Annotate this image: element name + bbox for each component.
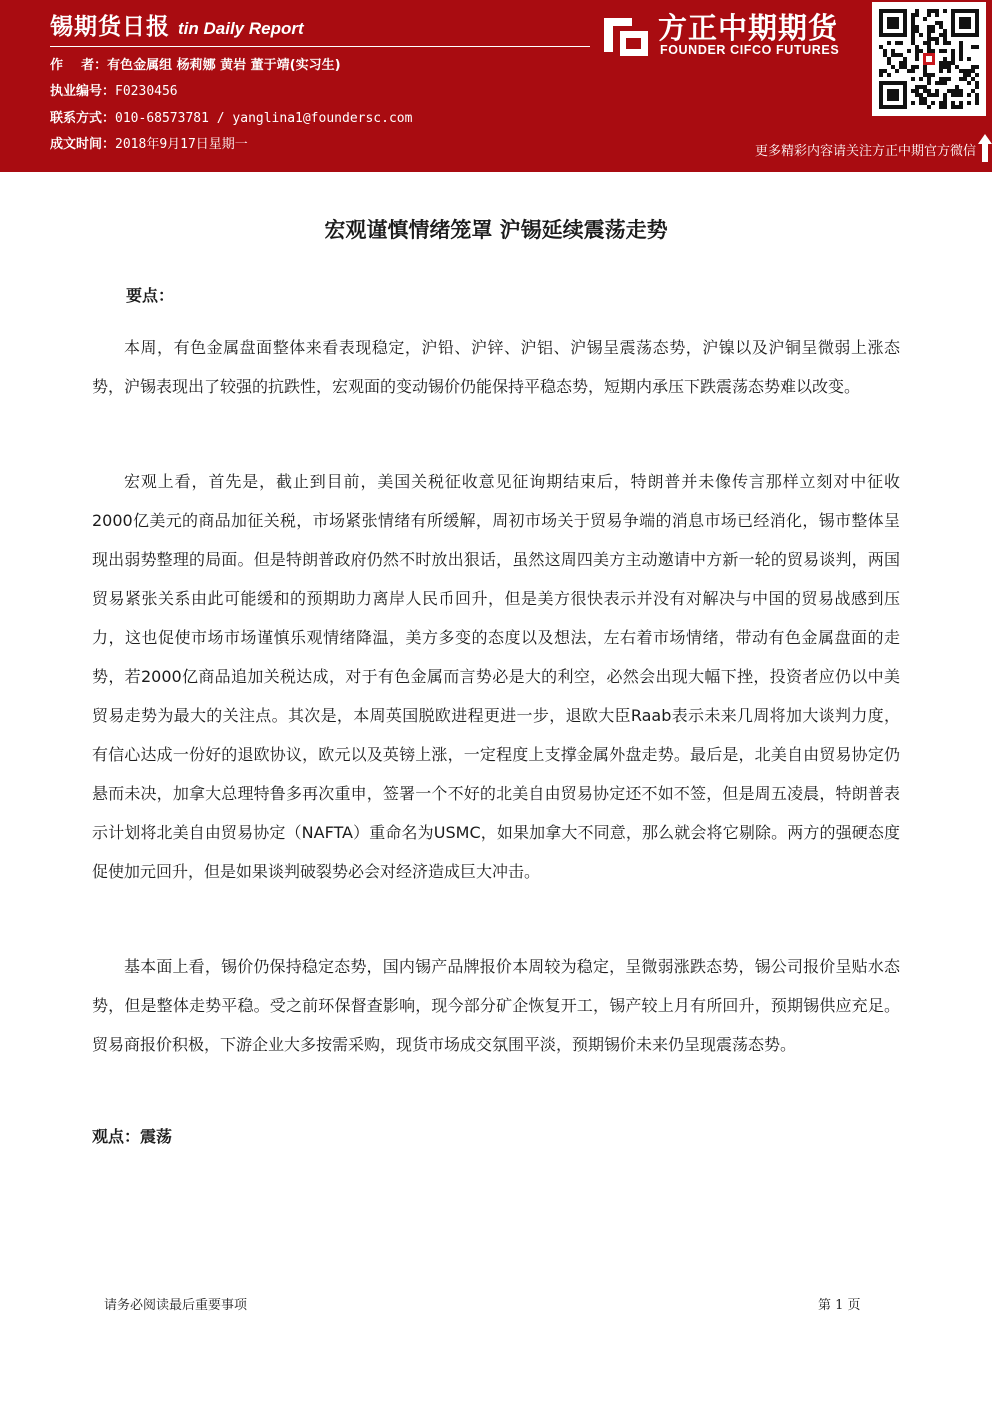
- report-header: [0, 0, 992, 172]
- viewpoint: 观点：震荡: [92, 1127, 173, 1146]
- up-arrow-icon: [978, 134, 992, 162]
- contact-value: 010-68573781 / yanglina1@foundersc.com: [115, 111, 413, 126]
- company-logo: [604, 2, 866, 66]
- article-title: 宏观谨慎情绪笼罩 沪锡延续震荡走势: [324, 218, 668, 242]
- contact-line: [50, 107, 412, 126]
- contact-label: 联系方式：: [50, 111, 116, 126]
- authors-line: [50, 54, 341, 73]
- license-label: 执业编号：: [50, 84, 116, 99]
- date-label: 成文时间：: [50, 137, 116, 152]
- key-points-heading: 要点：: [126, 286, 175, 305]
- wechat-qr-code: [872, 2, 986, 116]
- report-title-cn: 锡期货日报: [50, 14, 170, 40]
- wechat-follow-tip: 更多精彩内容请关注方正中期官方微信: [754, 144, 976, 159]
- date-line: [50, 133, 248, 152]
- paragraph-fundamentals: 基本面上看，锡价仍保持稳定态势，国内锡产品牌报价本周较为稳定，呈微弱涨跌态势，锡公司报价呈贴水态势，但是整体走势平稳。受之前环保督查影响，现今部分矿企恢复开工，锡产较上月有所回升，预期锡供应充足。贸易商报价积极，下游企业大多按需采购，现货市场成交氛围平淡，预期锡价未来仍呈现震荡态势。: [92, 957, 900, 1054]
- footer-notice: 请务必阅读最后重要事项: [104, 1298, 248, 1313]
- license-value: F0230456: [115, 84, 178, 99]
- date-value: 2018年9月17日星期一: [115, 137, 248, 152]
- founder-logo-icon: [604, 14, 648, 56]
- header-divider: [50, 46, 590, 47]
- brand-name-en: FOUNDER CIFCO FUTURES: [660, 43, 840, 57]
- license-line: [50, 80, 178, 99]
- authors-value: 有色金属组 杨莉娜 黄岩 董于靖(实习生): [107, 58, 341, 73]
- page-number: 第 1 页: [818, 1298, 861, 1313]
- authors-label: 作 者：: [50, 58, 108, 73]
- report-title-en: tin Daily Report: [178, 19, 304, 38]
- paragraph-macro: 宏观上看，首先是，截止到目前，美国关税征收意见征询期结束后，特朗普并未像传言那样立刻对中征收2000亿美元的商品加征关税，市场紧张情绪有所缓解，周初市场关于贸易争端的消息市场已经消化，锡市整体呈现出弱势整理的局面。但是特朗普政府仍然不时放出狠话，虽然这周四美方主动邀请中方新一轮的贸易谈判，两国贸易紧张关系由此可能缓和的预期助力离岸人民币回升，但是美方很快表示并没有对解决与中国的贸易战感到压力，这也促使市场市场谨慎乐观情绪降温，美方多变的态度以及想法，左右着市场情绪，带动有色金属盘面的走势，若2000亿商品追加关税达成，对于有色金属而言势必是大的利空，必然会出现大幅下挫，投资者应仍以中美贸易走势为最大的关注点。其次是，本周英国脱欧进程更进一步，退欧大臣Raab表示未来几周将加大谈判力度，有信心达成一份好的退欧协议，欧元以及英镑上涨，一定程度上支撑金属外盘走势。最后是，北美自由贸易协定仍悬而未决，加拿大总理特鲁多再次重申，签署一个不好的北美自由贸易协定还不如不签，但是周五凌晨，特朗普表示计划将北美自由贸易协定（NAFTA）重命名为USMC，如果加拿大不同意，那么就会将它剔除。两方的强硬态度促使加元回升，但是如果谈判破裂势必会对经济造成巨大冲击。: [92, 472, 900, 881]
- brand-name-cn: 方正中期期货: [658, 11, 839, 45]
- qr-code-icon: [872, 2, 986, 116]
- report-title: [50, 8, 304, 41]
- paragraph-summary: 本周，有色金属盘面整体来看表现稳定，沪铅、沪锌、沪铝、沪锡呈震荡态势，沪镍以及沪铜呈微弱上涨态势，沪锡表现出了较强的抗跌性，宏观面的变动锡价仍能保持平稳态势，短期内承压下跌震荡态势难以改变。: [92, 338, 900, 396]
